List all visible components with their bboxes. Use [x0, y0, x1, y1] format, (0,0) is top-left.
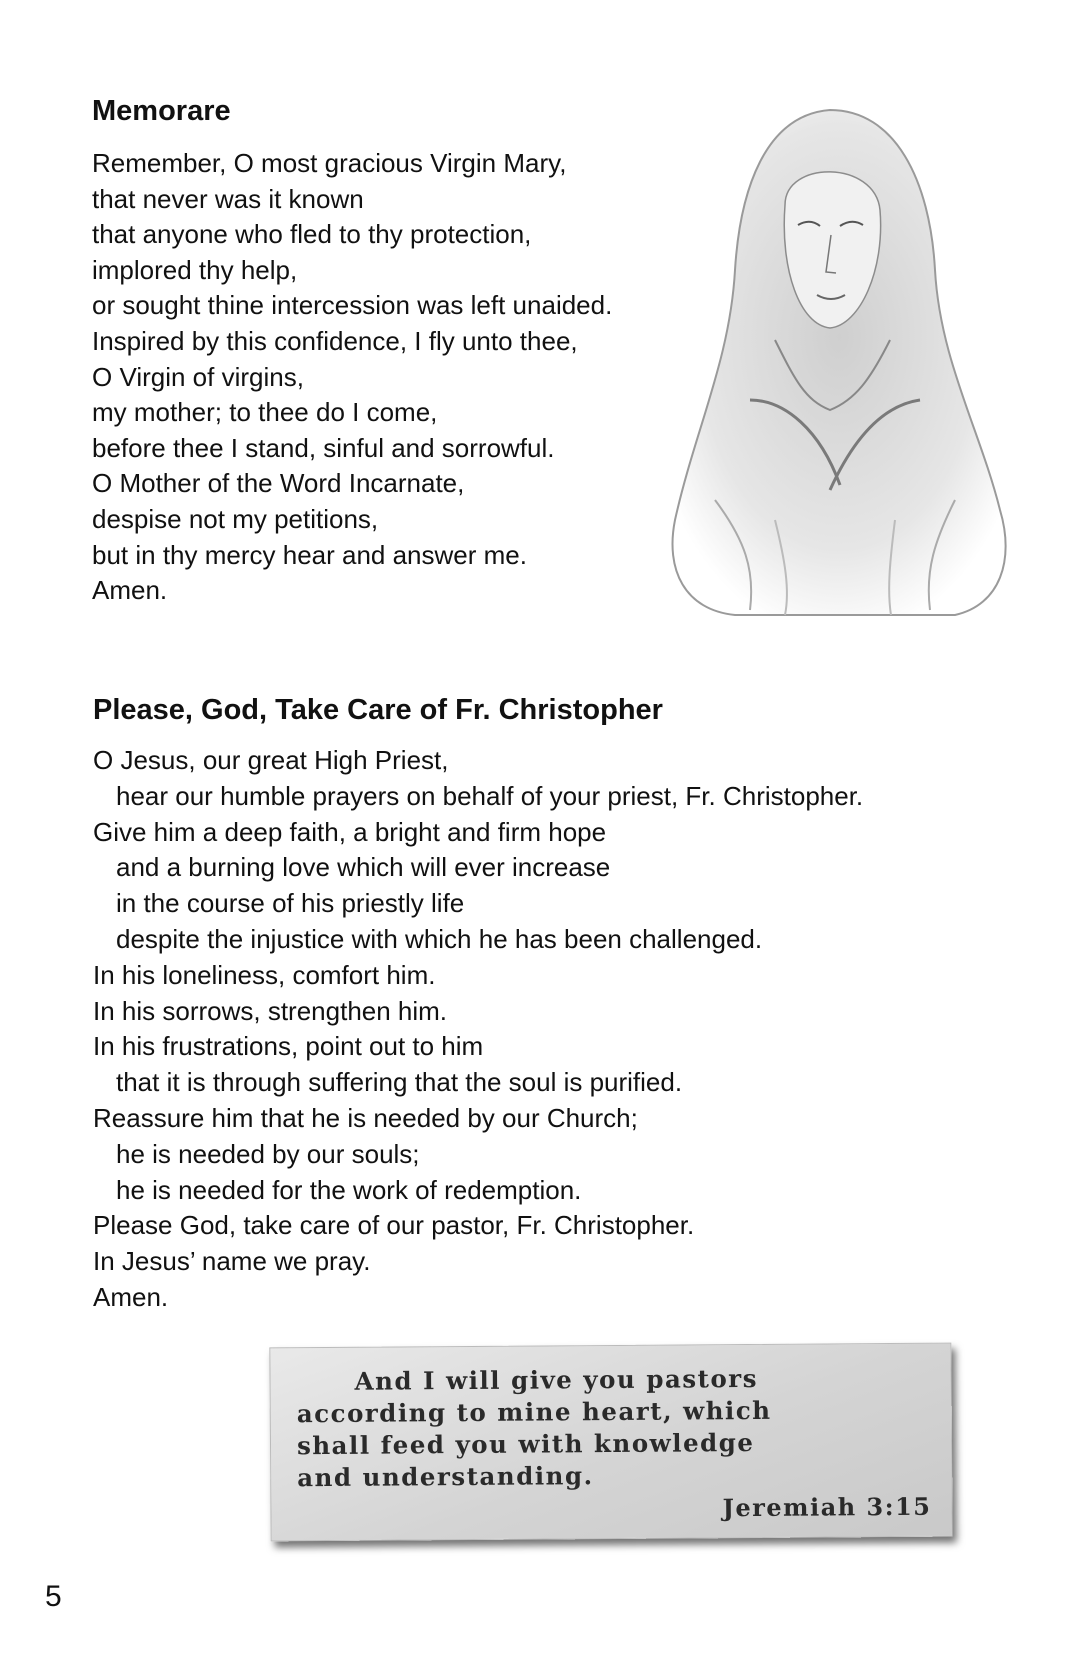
verse-line: shall feed you with knowledge: [296, 1427, 755, 1461]
prayer-line: Inspired by this confidence, I fly unto thee,: [92, 325, 578, 356]
prayer-line: In his frustrations, point out to him: [93, 1031, 484, 1062]
prayer-line: O Jesus, our great High Priest,: [93, 745, 449, 775]
prayer-line: and a burning love which will ever increase: [116, 852, 611, 883]
prayer-line: Please God, take care of our pastor, Fr. Christopher.: [93, 1210, 695, 1241]
prayer-line: In his sorrows, strengthen him.: [93, 995, 448, 1026]
verse-line: according to mine heart, which: [296, 1395, 772, 1429]
prayer-line: Reassure him that he is needed by our Church;: [93, 1102, 638, 1133]
prayer-line: that anyone who fled to thy protection,: [92, 219, 532, 250]
prayer-line: that it is through suffering that the soul is purified.: [116, 1067, 683, 1098]
prayer-line: Amen.: [92, 575, 168, 606]
prayer-line: Amen.: [93, 1281, 169, 1312]
prayer-line: despite the injustice with which he has been challenged.: [116, 923, 763, 954]
memorare-text: [92, 146, 612, 609]
prayer-line: that never was it known: [92, 183, 364, 214]
prayer-line: O Virgin of virgins,: [92, 361, 304, 392]
prayer-line: Remember, O most gracious Virgin Mary,: [92, 148, 567, 178]
prayer-line: or sought thine intercession was left unaided.: [92, 290, 613, 321]
prayer-line: my mother; to thee do I come,: [92, 397, 438, 428]
scripture-verse-card: [269, 1343, 952, 1542]
verse-line: And I will give you pastors: [354, 1363, 759, 1396]
verse-text: [296, 1362, 937, 1494]
verse-reference: Jeremiah 3:15: [722, 1491, 932, 1523]
prayer-line: in the course of his priestly life: [116, 888, 465, 919]
fr-christopher-prayer-text: [93, 743, 863, 1316]
prayer-line: hear our humble prayers on behalf of your priest, Fr. Christopher.: [116, 780, 864, 811]
page-number: 5: [45, 1580, 62, 1613]
prayer-line: O Mother of the Word Incarnate,: [92, 468, 465, 499]
verse-line: and understanding.: [297, 1461, 594, 1493]
prayer-line: In his loneliness, comfort him.: [93, 959, 436, 990]
prayer-line: Give him a deep faith, a bright and firm hope: [93, 816, 607, 847]
prayer-line: In Jesus’ name we pray.: [93, 1246, 371, 1277]
virgin-mary-illustration: [655, 100, 1015, 620]
fr-christopher-prayer-title: Please, God, Take Care of Fr. Christopher: [93, 694, 663, 726]
prayer-line: despise not my petitions,: [92, 503, 379, 534]
prayer-line: implored thy help,: [92, 254, 298, 285]
prayer-line: he is needed by our souls;: [116, 1138, 420, 1169]
memorare-title: Memorare: [92, 95, 231, 127]
prayer-line: he is needed for the work of redemption.: [116, 1174, 582, 1205]
prayer-line: but in thy mercy hear and answer me.: [92, 539, 527, 570]
prayer-line: before thee I stand, sinful and sorrowful.: [92, 432, 555, 463]
